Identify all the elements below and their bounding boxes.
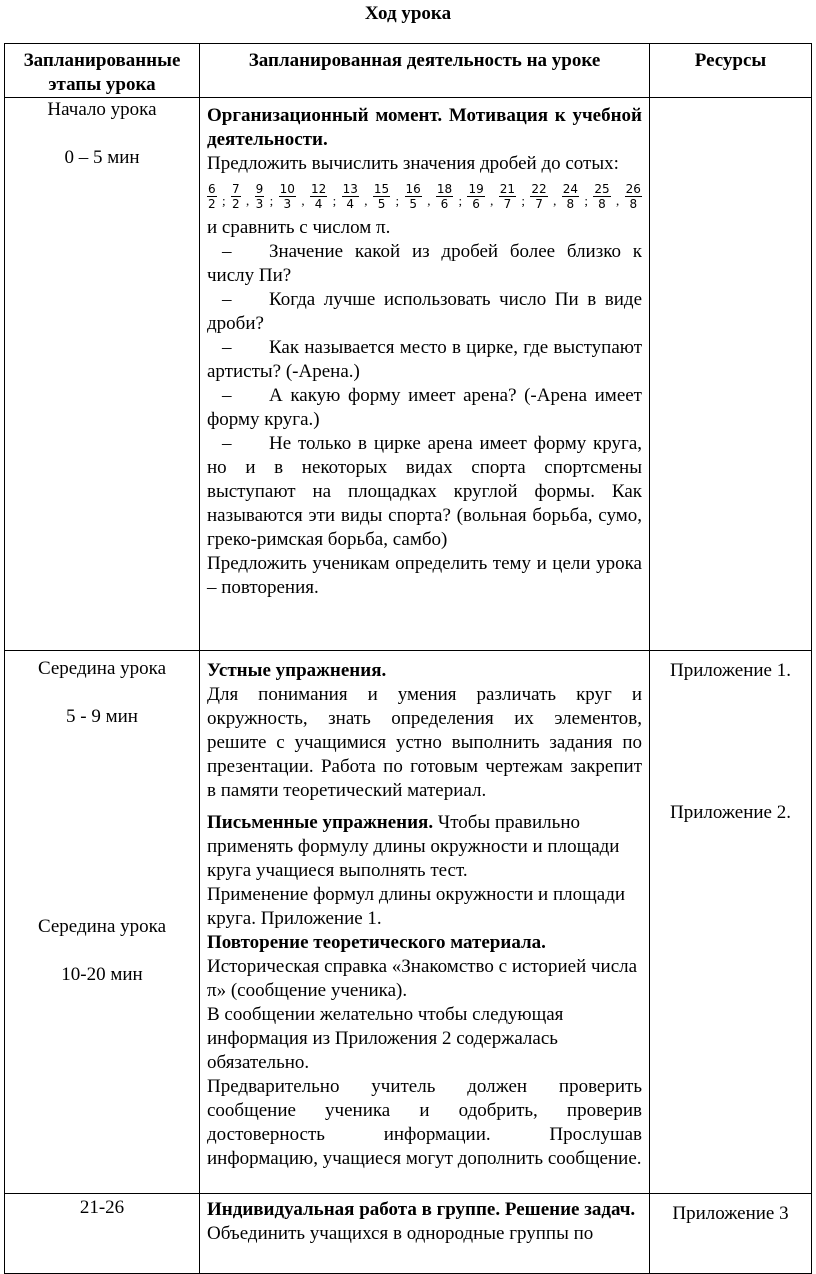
resource-cell bbox=[650, 98, 812, 651]
fraction-numerator: 21 bbox=[499, 181, 516, 196]
resource-link: Приложение 2. bbox=[670, 802, 791, 823]
activity-cell bbox=[200, 1194, 650, 1274]
fraction-separator: , bbox=[427, 193, 431, 208]
fraction-numerator: 22 bbox=[531, 181, 547, 196]
fraction-denominator: 2 bbox=[232, 196, 240, 211]
fraction-numerator: 7 bbox=[232, 181, 240, 196]
fraction-separator: , bbox=[553, 193, 557, 208]
fraction-separator: , bbox=[364, 193, 368, 208]
stage-name: Середина урока bbox=[37, 916, 167, 937]
fraction bbox=[530, 182, 547, 211]
paragraph: Объединить учащихся в однородные группы по bbox=[207, 1223, 594, 1244]
paragraph: Письменные упражнения. Чтобы правильно применять формулу длины окружности и площади круга учащиеся выполнять тест. bbox=[207, 812, 620, 881]
fraction-numerator: 9 bbox=[255, 181, 264, 196]
fraction-separator: ; bbox=[521, 193, 526, 208]
stage-cell bbox=[5, 651, 200, 1194]
fraction bbox=[405, 182, 422, 211]
paragraph: Историческая справка «Знакомство с историей числа π» (сообщение ученика). bbox=[207, 956, 638, 1001]
fraction-separator: ; bbox=[458, 193, 463, 208]
fraction-denominator: 6 bbox=[440, 196, 449, 211]
paragraph: Предложить вычислить значения дробей до сотых: bbox=[207, 153, 619, 174]
list-item: – Значение какой из дробей более близко к числу Пи? bbox=[207, 241, 642, 286]
lesson-plan-table bbox=[4, 43, 812, 1274]
section-heading: Индивидуальная работа в группе. Решение задач. bbox=[207, 1199, 636, 1220]
resource-link: Приложение 1. bbox=[670, 660, 791, 681]
fraction-denominator: 2 bbox=[208, 196, 216, 211]
fraction bbox=[593, 182, 610, 211]
table-row bbox=[5, 1194, 812, 1274]
fraction-numerator: 18 bbox=[436, 181, 453, 196]
paragraph: и сравнить с числом π. bbox=[207, 217, 391, 238]
paragraph: В сообщении желательно чтобы следующая информация из Приложения 2 содержалась обязательно. bbox=[207, 1004, 564, 1073]
section-heading: Организационный момент. Мотивация к учебной деятельности. bbox=[207, 105, 642, 150]
fraction-list bbox=[207, 176, 642, 216]
fraction-numerator: 16 bbox=[405, 181, 421, 196]
fraction-denominator: 5 bbox=[409, 196, 417, 211]
fraction bbox=[342, 182, 359, 211]
list-item: – Не только в цирке арена имеет форму круга, но и в некоторых видах спорта спортсмены выступают на площадках круглой формы. Как называются эти виды спорта? (вольная борьба, сумо, греко-римская борьба, самбо) bbox=[207, 433, 642, 550]
fraction-numerator: 26 bbox=[625, 181, 641, 196]
fraction-denominator: 5 bbox=[377, 196, 386, 211]
fraction-numerator: 12 bbox=[310, 181, 327, 196]
fraction-numerator: 15 bbox=[373, 181, 390, 196]
fraction-numerator: 19 bbox=[468, 181, 484, 196]
header-resources: Ресурсы bbox=[650, 44, 812, 98]
resource-cell bbox=[650, 651, 812, 1194]
stage-name: Начало урока bbox=[47, 99, 157, 120]
table-row bbox=[5, 651, 812, 1194]
fraction-separator: , bbox=[616, 193, 620, 208]
fraction-numerator: 10 bbox=[279, 181, 295, 196]
list-item: – Как называется место в цирке, где выступают артисты? (-Арена.) bbox=[207, 337, 642, 382]
fraction-denominator: 8 bbox=[598, 196, 606, 211]
fraction-numerator: 25 bbox=[594, 181, 610, 196]
table-header-row bbox=[5, 44, 812, 98]
fraction-separator: ; bbox=[584, 193, 588, 208]
fraction-denominator: 7 bbox=[535, 196, 543, 211]
fraction-denominator: 4 bbox=[314, 196, 323, 211]
fraction-separator: ; bbox=[332, 193, 337, 208]
header-activity: Запланированная деятельность на уроке bbox=[200, 44, 650, 98]
fraction-separator: , bbox=[490, 193, 494, 208]
resource-cell: Приложение 3 bbox=[650, 1194, 812, 1274]
table-row bbox=[5, 98, 812, 651]
stage-time: 0 – 5 мин bbox=[64, 147, 140, 168]
fraction-separator: ; bbox=[395, 193, 400, 208]
fraction bbox=[279, 182, 296, 211]
paragraph: Предварительно учитель должен проверить сообщение ученика и одобрить, проверив достоверность информации. Прослушав информацию, учащиеся могут дополнить сообщение. bbox=[207, 1076, 642, 1169]
fraction bbox=[231, 182, 241, 211]
stage-name: Середина урока bbox=[37, 658, 167, 679]
fraction-separator: ; bbox=[222, 193, 226, 208]
fraction-numerator: 24 bbox=[562, 181, 578, 196]
fraction bbox=[436, 182, 453, 211]
fraction-separator: , bbox=[301, 193, 305, 208]
stage-time: 21-26 bbox=[79, 1197, 125, 1218]
stage-cell bbox=[5, 98, 200, 651]
fraction-separator: ; bbox=[269, 193, 274, 208]
fraction bbox=[562, 182, 579, 211]
fraction-numerator: 6 bbox=[208, 181, 216, 196]
stage-time: 10-20 мин bbox=[61, 964, 143, 985]
page-title: Ход урока bbox=[364, 3, 452, 24]
activity-cell bbox=[200, 651, 650, 1194]
fraction bbox=[373, 182, 390, 211]
paragraph: Применение формул длины окружности и площади круга. Приложение 1. bbox=[207, 884, 626, 929]
fraction bbox=[207, 182, 217, 211]
fraction bbox=[499, 182, 516, 211]
fraction bbox=[467, 182, 484, 211]
fraction bbox=[625, 182, 642, 211]
fraction-denominator: 7 bbox=[503, 196, 512, 211]
list-item: – А какую форму имеет арена? (-Арена имеет форму круга.) bbox=[207, 385, 642, 430]
header-stages: Запланированные этапы урока bbox=[5, 44, 200, 98]
section-heading: Повторение теоретического материала. bbox=[207, 932, 546, 953]
fraction-denominator: 3 bbox=[255, 196, 264, 211]
fraction-denominator: 3 bbox=[283, 196, 292, 211]
fraction bbox=[310, 182, 327, 211]
fraction bbox=[255, 182, 265, 211]
stage-time: 5 - 9 мин bbox=[66, 706, 138, 727]
fraction-denominator: 6 bbox=[472, 196, 480, 211]
fraction-denominator: 4 bbox=[346, 196, 355, 211]
fraction-denominator: 8 bbox=[629, 196, 638, 211]
section-heading: Устные упражнения. bbox=[207, 660, 387, 681]
paragraph: Для понимания и умения различать круг и окружность, знать определения их элементов, решите с учащимися устно выполнить задания по презентации. Работа по готовым чертежам закрепит в памяти теоретический материал. bbox=[207, 684, 642, 801]
paragraph: Предложить ученикам определить тему и цели урока – повторения. bbox=[207, 553, 642, 598]
fraction-denominator: 8 bbox=[566, 196, 575, 211]
fraction-numerator: 13 bbox=[342, 181, 358, 196]
stage-cell bbox=[5, 1194, 200, 1274]
activity-cell bbox=[200, 98, 650, 651]
fraction-separator: , bbox=[246, 193, 250, 208]
list-item: – Когда лучше использовать число Пи в виде дроби? bbox=[207, 289, 642, 334]
